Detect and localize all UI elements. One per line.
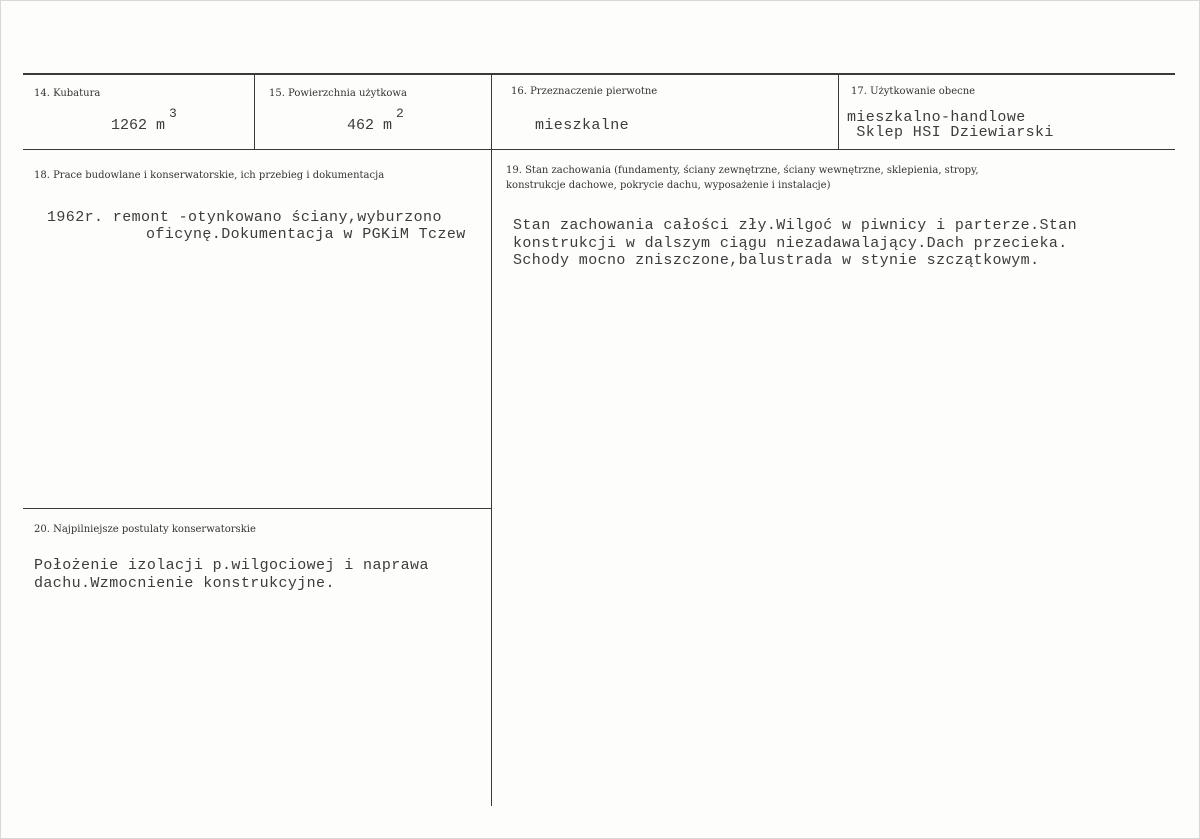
field-uzytkowanie-label: 17. Użytkowanie obecne (851, 86, 976, 97)
kubatura-number: 1262 m (111, 117, 166, 134)
powierzchnia-number: 462 m (347, 117, 393, 134)
field-stan-label-line1: 19. Stan zachowania (fundamenty, ściany zewnętrzne, ściany wewnętrzne, sklepienia, stropy, (506, 165, 979, 176)
field-stan-line2: konstrukcji w dalszym ciągu niezadawalający.Dach przecieka. (513, 235, 1068, 252)
main-divider (491, 74, 492, 806)
kubatura-exponent: 3 (169, 106, 177, 121)
field-kubatura-label: 14. Kubatura (34, 88, 101, 99)
field-kubatura-value (111, 106, 177, 134)
field-postulaty-label: 20. Najpilniejsze postulaty konserwatorskie (34, 524, 256, 535)
field-przeznaczenie-label: 16. Przeznaczenie pierwotne (511, 86, 658, 97)
row1-divider-2 (838, 74, 839, 150)
row1-divider-1 (254, 74, 255, 150)
field-powierzchnia-label: 15. Powierzchnia użytkowa (269, 88, 407, 99)
powierzchnia-exponent: 2 (396, 106, 404, 121)
field-prace-line1: 1962r. remont -otynkowano ściany,wyburzono (47, 209, 442, 226)
field-uzytkowanie-line2: Sklep HSI Dziewiarski (847, 124, 1054, 141)
field-uzytkowanie-line1: mieszkalno-handlowe (847, 109, 1026, 126)
field-stan-line1: Stan zachowania całości zły.Wilgoć w piwnicy i parterze.Stan (513, 217, 1078, 234)
field-stan-label-line2: konstrukcje dachowe, pokrycie dachu, wyposażenie i instalacje) (506, 180, 831, 191)
field-prace-label: 18. Prace budowlane i konserwatorskie, ich przebieg i dokumentacja (34, 170, 385, 181)
section18-bottom-rule (23, 508, 491, 509)
field-prace-line2: oficynę.Dokumentacja w PGKiM Tczew (146, 226, 466, 243)
field-postulaty-line1: Położenie izolacji p.wilgociowej i naprawa (34, 557, 429, 574)
row1-bottom-rule (23, 149, 1175, 150)
field-przeznaczenie-value: mieszkalne (535, 117, 630, 134)
field-powierzchnia-value (347, 106, 404, 134)
field-stan-line3: Schody mocno zniszczone,balustrada w stynie szczątkowym. (513, 252, 1040, 269)
top-rule (23, 73, 1175, 75)
field-postulaty-line2: dachu.Wzmocnienie konstrukcyjne. (34, 575, 335, 592)
